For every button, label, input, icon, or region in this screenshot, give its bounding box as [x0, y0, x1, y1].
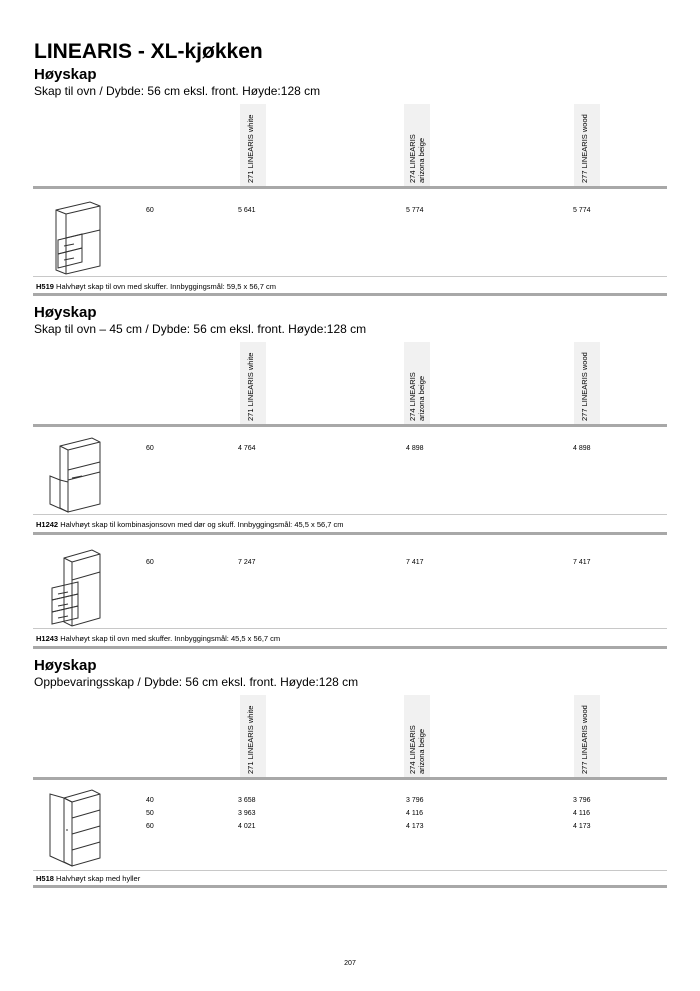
price-white: 5 641 [238, 207, 256, 214]
section-divider [33, 186, 667, 189]
combi-oven-cabinet-door-icon [38, 434, 118, 519]
section-subtitle: Skap til ovn / Dybde: 56 cm eksl. front. Høyde:128 cm [34, 84, 321, 98]
price-arizona-beige: 3 796 [406, 797, 424, 804]
price-white: 4 764 [238, 445, 256, 452]
price-wood: 4 116 [573, 810, 590, 817]
product-description: Halvhøyt skap til ovn med skuffer. Innbyggingsmål: 45,5 x 56,7 cm [60, 634, 281, 643]
width-value: 40 [146, 797, 154, 804]
section-divider [33, 777, 667, 780]
price-wood: 7 417 [573, 559, 591, 566]
width-value: 60 [146, 559, 154, 566]
section-subtitle: Skap til ovn – 45 cm / Dybde: 56 cm eksl. front. Høyde:128 cm [34, 322, 367, 336]
section-subtitle: Oppbevaringsskap / Dybde: 56 cm eksl. front. Høyde:128 cm [34, 675, 359, 689]
column-header-arizona-beige: 274 LINEARIS arizona beige [408, 725, 426, 774]
price-wood: 4 173 [573, 823, 591, 830]
product-caption [36, 634, 280, 643]
column-header-wood: 277 LINEARIS wood [580, 705, 589, 774]
product-caption [36, 282, 276, 291]
width-value: 50 [146, 810, 154, 817]
section-divider [33, 646, 667, 649]
page-title: LINEARIS - XL-kjøkken [34, 40, 263, 63]
section-title: Høyskap [34, 66, 97, 83]
column-header-arizona-beige: 274 LINEARIS arizona beige [408, 372, 426, 421]
column-header-white: 271 LINEARIS white [246, 352, 255, 421]
section-title: Høyskap [34, 657, 97, 674]
column-header-white: 271 LINEARIS white [246, 705, 255, 774]
width-value: 60 [146, 207, 154, 214]
product-caption [36, 874, 140, 883]
section-divider [33, 293, 667, 296]
price-white: 3 963 [238, 810, 256, 817]
price-arizona-beige: 4 173 [406, 823, 424, 830]
column-header-white: 271 LINEARIS white [246, 114, 255, 183]
oven-cabinet-three-drawers-icon [38, 546, 118, 633]
section-divider [33, 424, 667, 427]
column-header-wood: 277 LINEARIS wood [580, 352, 589, 421]
price-white: 7 247 [238, 559, 256, 566]
price-arizona-beige: 7 417 [406, 559, 424, 566]
width-value: 60 [146, 445, 154, 452]
price-arizona-beige: 4 116 [406, 810, 423, 817]
section-divider [33, 532, 667, 535]
section-divider [33, 885, 667, 888]
price-wood: 3 796 [573, 797, 591, 804]
width-value: 60 [146, 823, 154, 830]
price-white: 3 658 [238, 797, 256, 804]
price-arizona-beige: 5 774 [406, 207, 424, 214]
price-white: 4 021 [238, 823, 256, 830]
column-header-wood: 277 LINEARIS wood [580, 114, 589, 183]
shelf-cabinet-icon [38, 786, 118, 873]
price-arizona-beige: 4 898 [406, 445, 424, 452]
page-number: 207 [344, 960, 356, 967]
price-wood: 4 898 [573, 445, 591, 452]
oven-cabinet-drawers-icon [38, 196, 118, 281]
product-description: Halvhøyt skap til kombinasjonsovn med dør og skuff. Innbyggingsmål: 45,5 x 56,7 cm [60, 520, 344, 529]
column-header-arizona-beige: 274 LINEARIS arizona beige [408, 134, 426, 183]
product-code: H1243 [36, 634, 59, 643]
product-description: Halvhøyt skap til ovn med skuffer. Innbyggingsmål: 59,5 x 56,7 cm [56, 282, 276, 291]
product-code: H1242 [36, 520, 59, 529]
product-description: Halvhøyt skap med hyller [56, 874, 141, 883]
product-code: H518 [36, 874, 54, 883]
section-title: Høyskap [34, 304, 97, 321]
price-wood: 5 774 [573, 207, 591, 214]
product-code: H519 [36, 282, 54, 291]
product-caption [36, 520, 344, 529]
